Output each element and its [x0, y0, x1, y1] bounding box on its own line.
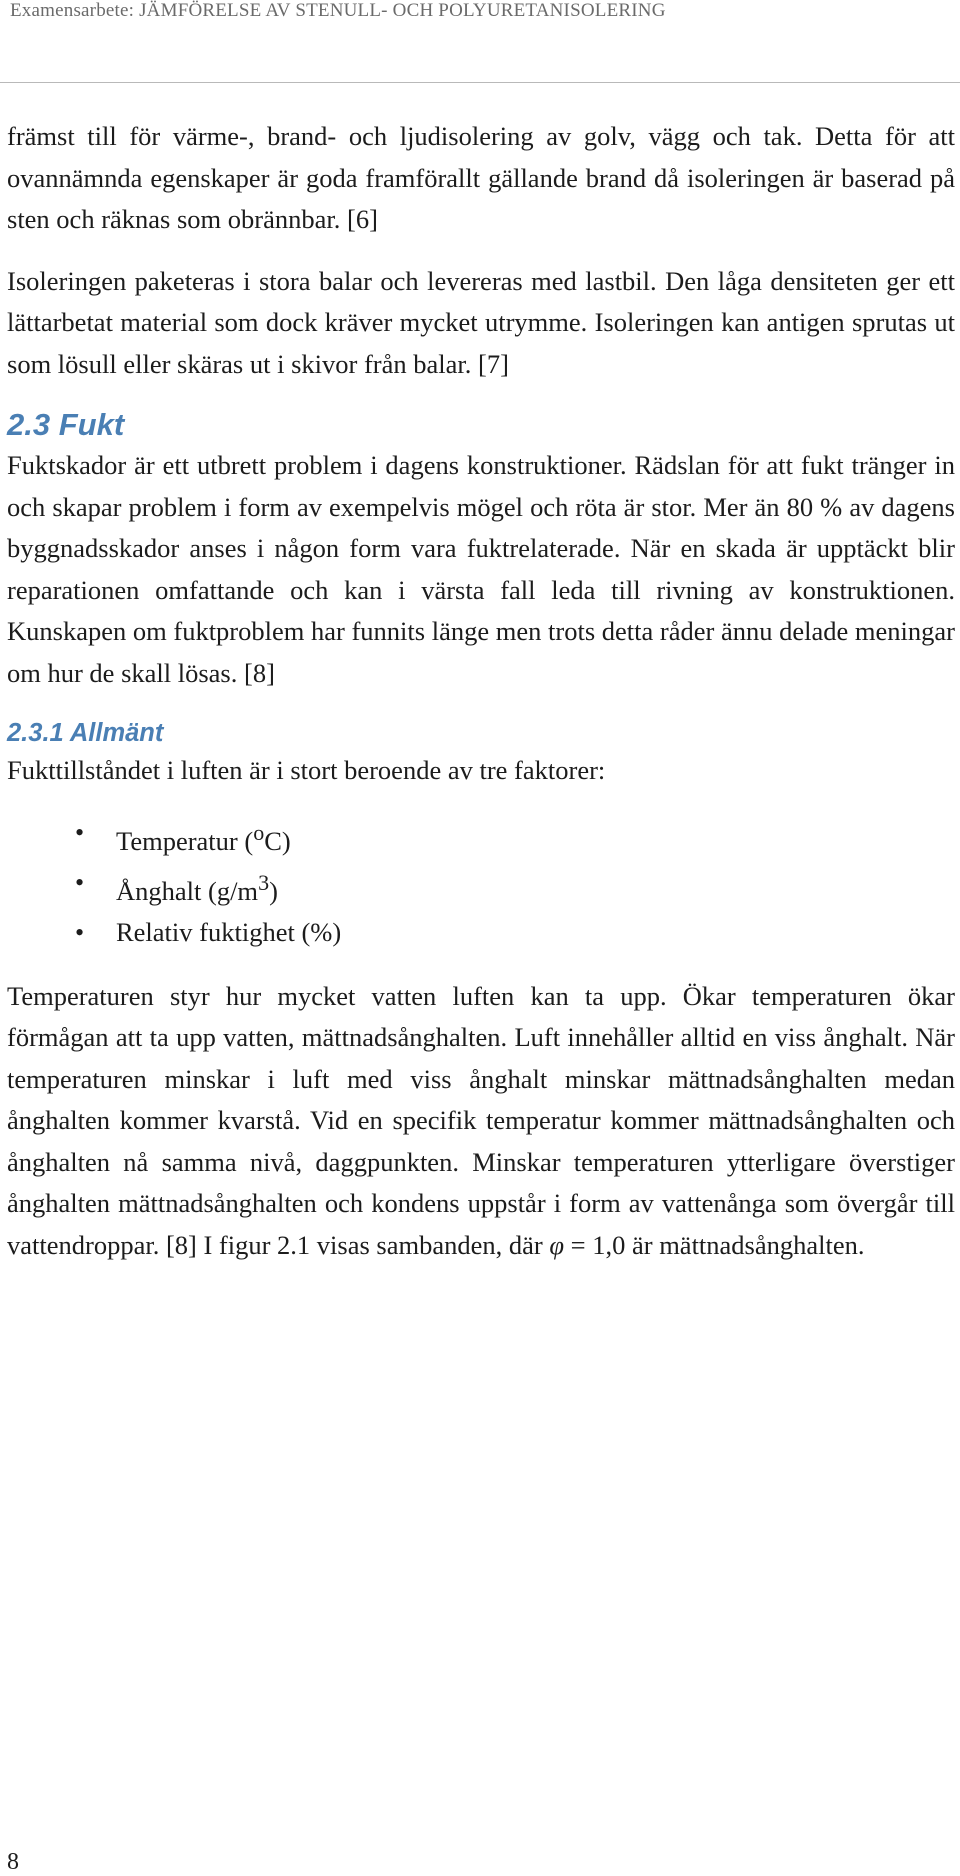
paragraph-moisture-damage: Fuktskador är ett utbrett problem i dagens konstruktioner. Rädslan för att fukt tränger in och skapar problem i form av exempelvis mögel och röta är stor. Mer än 80 % av dagens byggnadsskador anses i någon form vara fuktrelaterade. När en skada är upptäckt blir reparationen omfattande och kan i värsta fall leda till rivning av konstruktionen. Kunskapen om fuktproblem har funnits länge men trots detta råder ännu delade meningar om hur de skall lösas. [8] [7, 450, 955, 688]
list-item-vapour-content [7, 862, 955, 912]
bullet-icon: • [75, 867, 85, 897]
paragraph-moisture-factors-intro: Fukttillståndet i luften är i stort beroende av tre faktorer: [7, 755, 606, 785]
list-item-relative-humidity [7, 912, 955, 954]
list-item-text-end: ) [269, 875, 278, 906]
subsection-heading-allmant: 2.3.1 Allmänt [7, 719, 164, 747]
paragraph-temperature-dewpoint [7, 976, 955, 1267]
paragraph-text-end: = 1,0 är mättnadsånghalten. [564, 1229, 865, 1260]
header-divider [0, 82, 960, 83]
list-item-text: Temperatur ( [116, 825, 254, 856]
superscript: o [253, 819, 265, 845]
list-item-temperature [7, 812, 955, 862]
list-item-text-end: C) [264, 825, 291, 856]
paragraph-insulation-delivery: Isoleringen paketeras i stora balar och levereras med lastbil. Den låga densiteten ger ett lättarbetat material som dock kräver mycket utrymme. Isoleringen kan antigen sprutas ut som lösull eller skäras ut i skivor från balar. [7] [7, 265, 955, 379]
section-heading-fukt: 2.3 Fukt [7, 407, 125, 442]
document-body [7, 116, 955, 1266]
superscript: 3 [258, 869, 270, 895]
moisture-factors-list [7, 812, 955, 954]
bullet-icon: • [75, 817, 85, 847]
paragraph-text: Temperaturen styr hur mycket vatten luften kan ta upp. Ökar temperaturen ökar förmågan att ta upp vatten, mättnadsånghalten. Luft innehåller alltid en viss ånghalt. När temperaturen minskar i luft med viss ånghalt minskar mättnadsånghalten medan ånghalten kommer kvarstå. Vid en specifik temperatur kommer mättnadsånghalten och ånghalten nå samma nivå, daggpunkten. Minskar temperaturen ytterligare överstiger ånghalten mättnadsånghalten och kondens uppstår i form av vattenånga som övergår till vattendroppar. [8] I figur 2.1 visas sambanden, där [7, 980, 955, 1260]
page-number: 8 [7, 1849, 19, 1875]
page-header: Examensarbete: JÄMFÖRELSE AV STENULL- OCH POLYURETANISOLERING [10, 0, 666, 21]
bullet-icon: • [75, 918, 85, 948]
paragraph-insulation-use: främst till för värme-, brand- och ljudisolering av golv, vägg och tak. Detta för att ovannämnda egenskaper är goda framförallt gällande brand då isoleringen är baserad på sten och räknas som obrännbar. [6] [7, 121, 955, 234]
list-item-text: Relativ fuktighet (%) [116, 917, 342, 948]
list-item-text: Ånghalt (g/m [116, 875, 259, 906]
phi-symbol: φ [549, 1229, 565, 1260]
